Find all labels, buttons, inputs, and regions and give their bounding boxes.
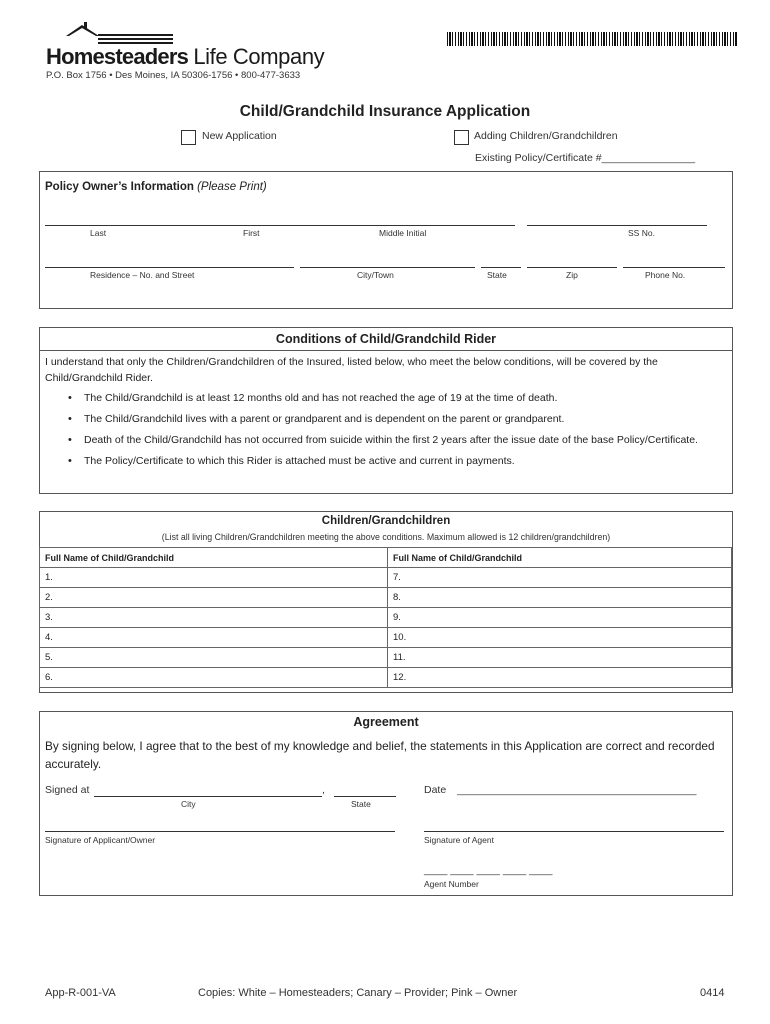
agent-signature-label: Signature of Agent (424, 835, 494, 845)
table-row[interactable] (40, 628, 732, 648)
child-name-cell[interactable]: 7. (388, 568, 732, 588)
child-name-cell[interactable]: 6. (40, 668, 388, 688)
child-name-cell[interactable]: 9. (388, 608, 732, 628)
date-input-line[interactable]: _________________________________________ (457, 784, 697, 796)
ssn-input-line[interactable] (527, 225, 707, 226)
state-input-line[interactable] (481, 267, 521, 268)
agreement-heading: Agreement (353, 715, 419, 729)
name-input-line[interactable] (45, 225, 515, 226)
condition-item: • The Child/Grandchild is at least 12 months old and has not reached the age of 19 at the time of death. (39, 390, 729, 406)
child-name-cell[interactable]: 12. (388, 668, 732, 688)
child-name-cell[interactable]: 4. (40, 628, 388, 648)
zip-label: Zip (566, 270, 578, 280)
company-address: P.O. Box 1756 • Des Moines, IA 50306-1756 • 800-477-3633 (46, 70, 301, 81)
barcode (447, 32, 737, 46)
form-code: App-R-001-VA (45, 987, 116, 999)
new-application-checkbox[interactable] (181, 130, 196, 145)
table-header-row (40, 548, 732, 568)
child-name-cell[interactable]: 5. (40, 648, 388, 668)
company-name-bold: Homesteaders (46, 44, 189, 69)
signed-at-comma: , (322, 784, 325, 796)
company-logo (44, 22, 325, 84)
signed-at-state-line[interactable] (334, 796, 396, 797)
street-label: Residence – No. and Street (90, 270, 195, 280)
existing-policy-field[interactable]: Existing Policy/Certificate #________________ (475, 152, 696, 164)
signed-at-city-line[interactable] (94, 796, 322, 797)
conditions-intro: I understand that only the Children/Grandchildren of the Insured, listed below, who meet the below conditions, will be covered by the Child/Grandchild Rider. (45, 356, 658, 384)
children-heading: Children/Grandchildren (321, 515, 451, 527)
city-input-line[interactable] (300, 267, 475, 268)
policy-owner-heading-text: Policy Owner’s Information (45, 181, 194, 193)
adding-children-label: Adding Children/Grandchildren (474, 130, 618, 142)
last-name-label: Last (90, 228, 107, 238)
condition-item: • The Child/Grandchild lives with a parent or grandparent and is dependent on the parent or grandparent. (39, 411, 729, 427)
revision-code: 0414 (700, 987, 725, 999)
agent-number-label: Agent Number (424, 879, 479, 889)
table-row[interactable] (40, 648, 732, 668)
policy-owner-heading-note: (Please Print) (197, 181, 267, 193)
col-header-left: Full Name of Child/Grandchild (40, 548, 388, 568)
phone-input-line[interactable] (623, 267, 725, 268)
street-input-line[interactable] (45, 267, 294, 268)
copies-note: Copies: White – Homesteaders; Canary – Provider; Pink – Owner (198, 987, 518, 999)
policy-owner-heading (45, 181, 267, 193)
phone-label: Phone No. (645, 270, 686, 280)
condition-item: • The Policy/Certificate to which this Rider is attached must be active and current in payments. (39, 453, 729, 469)
adding-children-checkbox[interactable] (454, 130, 469, 145)
company-name (46, 44, 324, 70)
child-name-cell[interactable]: 10. (388, 628, 732, 648)
child-name-cell[interactable]: 3. (40, 608, 388, 628)
child-name-cell[interactable]: 2. (40, 588, 388, 608)
conditions-heading: Conditions of Child/Grandchild Rider (275, 332, 497, 346)
child-name-cell[interactable]: 1. (40, 568, 388, 588)
agent-number-input[interactable]: ____ ____ ____ ____ ____ (424, 864, 553, 876)
table-row[interactable] (40, 608, 732, 628)
conditions-divider (39, 350, 733, 351)
new-application-label: New Application (202, 130, 277, 142)
children-table (39, 547, 732, 688)
city-label: City/Town (357, 270, 394, 280)
zip-input-line[interactable] (527, 267, 617, 268)
first-name-label: First (243, 228, 260, 238)
signed-at-label: Signed at (45, 784, 90, 796)
applicant-signature-label: Signature of Applicant/Owner (45, 835, 156, 845)
applicant-signature-line[interactable] (45, 831, 395, 832)
child-name-cell[interactable]: 11. (388, 648, 732, 668)
table-row[interactable] (40, 588, 732, 608)
middle-initial-label: Middle Initial (379, 228, 427, 238)
company-name-light: Life Company (193, 44, 325, 69)
date-label: Date (424, 784, 447, 796)
table-row[interactable] (40, 668, 732, 688)
house-roof-icon (60, 22, 180, 46)
form-title: Child/Grandchild Insurance Application (239, 103, 531, 120)
agent-signature-line[interactable] (424, 831, 724, 832)
city-caption: City (181, 799, 196, 809)
agreement-text: By signing below, I agree that to the best of my knowledge and belief, the statements in this Application are correct and recorded accurately. (45, 739, 715, 771)
conditions-list (39, 390, 729, 474)
table-row[interactable] (40, 568, 732, 588)
state-label: State (487, 270, 507, 280)
child-name-cell[interactable]: 8. (388, 588, 732, 608)
children-subheading: (List all living Children/Grandchildren meeting the above conditions. Maximum allowed is 12 children/grandchildren) (161, 532, 611, 542)
state-caption: State (351, 799, 371, 809)
ssn-label: SS No. (628, 228, 655, 238)
col-header-right: Full Name of Child/Grandchild (388, 548, 732, 568)
condition-item: • Death of the Child/Grandchild has not occurred from suicide within the first 2 years after the issue date of the base Policy/Certificate. (39, 432, 729, 448)
